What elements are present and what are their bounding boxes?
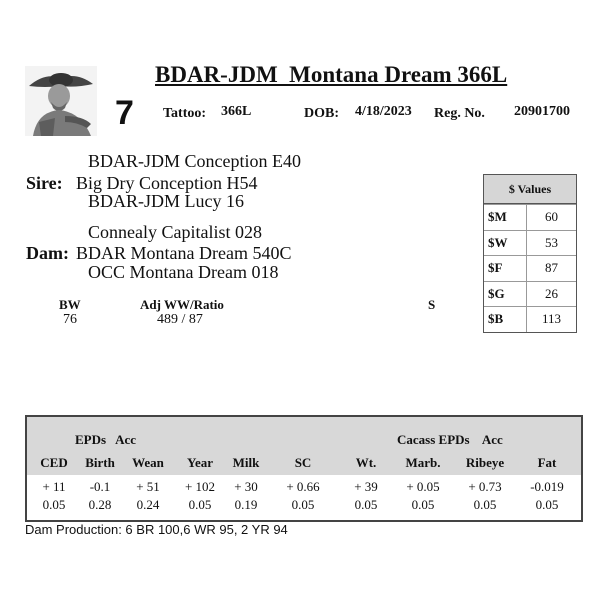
dollar-values-header: $ Values [484, 175, 576, 204]
epd-value: -0.019 [530, 479, 564, 494]
table-row [484, 204, 576, 230]
dollar-values-table [483, 174, 577, 333]
epd-value: -0.1 [89, 479, 111, 494]
carcass-epd-group-label: Cacass EPDs Acc [397, 432, 503, 447]
dam-label: Dam: [26, 243, 69, 263]
acc-value: 0.05 [411, 497, 435, 512]
epd-value: + 102 [184, 479, 216, 494]
ww-label: Adj WW/Ratio [140, 297, 224, 312]
acc-value: 0.05 [473, 497, 497, 512]
dam-production: Dam Production: 6 BR 100,6 WR 95, 2 YR 94 [25, 522, 288, 537]
svalue-value: 26 [545, 285, 558, 301]
dob-label: DOB: [304, 106, 339, 121]
epd-group-label: EPDs Acc [75, 432, 137, 447]
acc-value: 0.19 [234, 497, 258, 512]
ww-value: 489 / 87 [157, 312, 203, 327]
acc-value: 0.28 [88, 497, 112, 512]
col-header-birth: Birth [85, 455, 115, 470]
dam-dam: OCC Montana Dream 018 [88, 262, 279, 282]
dob-value: 4/18/2023 [355, 104, 412, 119]
epd-value: + 0.05 [406, 479, 440, 494]
epd-value: + 0.66 [286, 479, 320, 494]
col-header-ced: CED [40, 455, 68, 470]
reg-no-value: 20901700 [514, 104, 570, 119]
epd-value: + 51 [136, 479, 160, 494]
col-header-sc: SC [294, 455, 312, 470]
reg-no-label: Reg. No. [434, 106, 485, 121]
acc-value: 0.05 [535, 497, 559, 512]
sire-dam: BDAR-JDM Lucy 16 [88, 191, 244, 211]
col-header-milk: Milk [232, 455, 260, 470]
cowboy-photo [25, 66, 97, 136]
sire-sire: BDAR-JDM Conception E40 [88, 151, 301, 171]
tattoo-label: Tattoo: [163, 106, 207, 121]
epd-value: + 30 [234, 479, 258, 494]
acc-value: 0.05 [354, 497, 378, 512]
bw-label: BW [59, 297, 81, 312]
epd-value: + 39 [354, 479, 378, 494]
col-header-wt: Wt. [355, 455, 377, 470]
svalue-label: $F [484, 256, 527, 281]
sire-label: Sire: [26, 173, 63, 193]
dam-name: BDAR Montana Dream 540C [76, 243, 292, 263]
animal-name-title: BDAR-JDM Montana Dream 366L [155, 62, 508, 87]
acc-value: 0.24 [136, 497, 160, 512]
table-row [484, 306, 576, 332]
col-header-marb: Marb. [405, 455, 441, 470]
sire-name: Big Dry Conception H54 [76, 173, 258, 193]
s-label: S [428, 297, 436, 312]
col-header-wean: Wean [132, 455, 164, 470]
dam-sire: Connealy Capitalist 028 [88, 222, 262, 242]
col-header-ribeye: Ribeye [465, 455, 505, 470]
svalue-value: 53 [545, 234, 558, 250]
acc-value: 0.05 [291, 497, 315, 512]
table-row [484, 255, 576, 281]
epd-value: + 11 [42, 479, 66, 494]
table-row [484, 230, 576, 256]
epd-value: + 0.73 [468, 479, 502, 494]
svalue-label: $B [484, 307, 527, 332]
acc-value: 0.05 [188, 497, 212, 512]
svalue-value: 87 [545, 260, 558, 275]
acc-value: 0.05 [42, 497, 66, 512]
table-row [484, 281, 576, 307]
svalue-value: 113 [541, 311, 562, 326]
svalue-label: $W [484, 231, 527, 256]
epd-table [25, 415, 583, 522]
svalue-value: 60 [545, 209, 558, 224]
lot-number: 7 [115, 94, 134, 132]
bw-value: 76 [63, 312, 77, 327]
svalue-label: $G [484, 282, 527, 307]
svalue-label: $M [484, 205, 527, 230]
col-header-fat: Fat [537, 455, 557, 470]
col-header-year: Year [187, 455, 213, 470]
tattoo-value: 366L [221, 104, 252, 119]
